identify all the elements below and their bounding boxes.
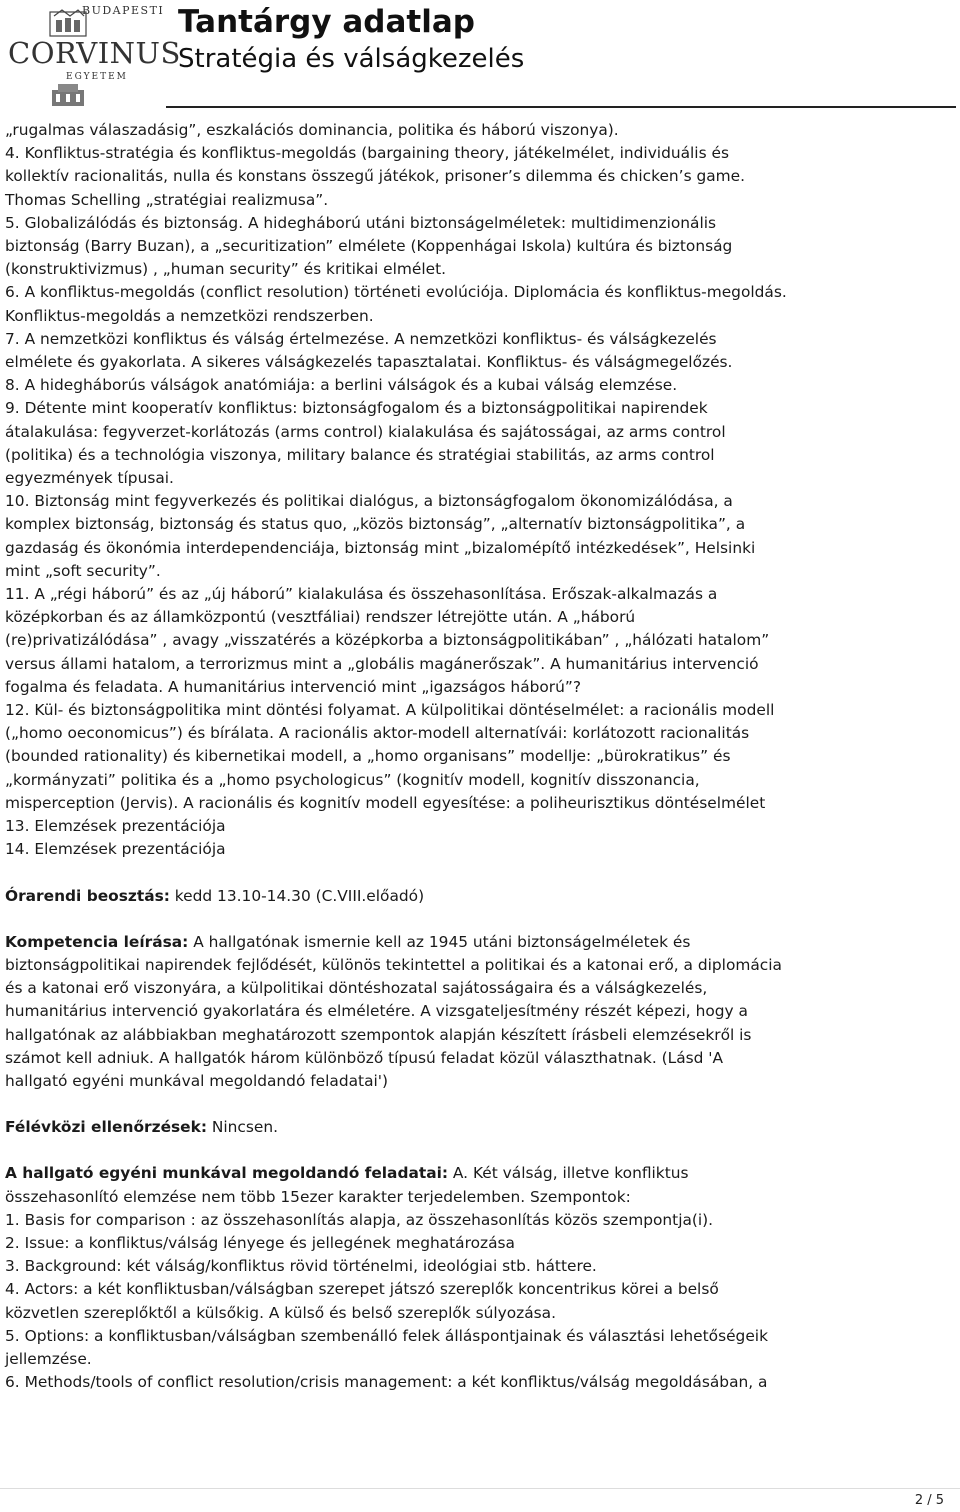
text-line: 10. Biztonság mint fegyverkezés és politikai dialógus, a biztonságfogalom ökonomizálódása, a [5,492,733,511]
text-line: biztonságpolitikai napirendek fejlődését, különös tekintettel a politikai és a katonai erő, a diplomácia [5,955,782,974]
text-line: középkorban és az államközpontú (vesztfáliai) rendszer létrejötte után. A „háború [5,608,636,627]
page-subtitle: Stratégia és válságkezelés [178,44,525,74]
text-line: humanitárius intervenció gyakorlatára és elméletére. A vizsgateljesítmény részét képezi, hogy a [5,1002,748,1021]
schedule-value: kedd 13.10-14.30 (C.VIII.előadó) [169,886,425,905]
text-line: 2. Issue: a konfliktus/válság lényege és jellegének meghatározása [5,1233,515,1252]
text-line: 6. Methods/tools of conflict resolution/crisis management: a két konfliktus/válság megoldásában, a [5,1373,768,1392]
text-line: (konstruktivizmus) , „human security” és kritikai elmélet. [5,260,446,279]
text-line: 3. Background: két válság/konfliktus rövid történelmi, ideológiai stb. háttere. [5,1257,597,1276]
text-line: összehasonlító elemzése nem több 15ezer karakter terjedelemben. Szempontok: [5,1187,631,1206]
competence-label: Kompetencia leírása: [5,932,189,951]
schedule-label: Órarendi beosztás: [5,886,170,905]
spacer [5,908,955,931]
footer-divider [0,1488,960,1489]
page-title: Tantárgy adatlap [178,4,475,40]
text-line: 6. A konfliktus-megoldás (conflict resolution) történeti evolúciója. Diplomácia és konfliktus-megoldás. [5,283,787,302]
text-line: (bounded rationality) és kibernetikai modell, a „homo organisans” modellje: „bürokratikus” és [5,747,731,766]
logo-city: BUDAPESTI [82,4,165,17]
spacer [5,1139,955,1162]
text-line: Konfliktus-megoldás a nemzetközi rendszerben. [5,306,374,325]
text-line: 7. A nemzetközi konfliktus és válság értelmezése. A nemzetközi konfliktus- és válságkezelés [5,329,717,348]
text-line: 13. Elemzések prezentációja [5,817,226,836]
page-number: 2 / 5 [914,1493,944,1508]
text-line: 8. A hidegháborús válságok anatómiája: a berlini válságok és a kubai válság elemzése. [5,376,678,395]
topic-list [5,119,955,862]
text-line: és a katonai erő viszonyára, a külpolitikai döntéshozatal sajátosságaira és a válságkezelés, [5,979,708,998]
text-line: (politika) és a technológia viszonya, military balance és stratégiai stabilitás, az arms control [5,445,715,464]
corvinus-logo [4,2,181,106]
page-header [0,0,960,110]
text-line: 12. Kül- és biztonságpolitika mint döntési folyamat. A külpolitikai döntéselmélet: a racionális modell [5,701,775,720]
text-line: kollektív racionalitás, nulla és konstans összegű játékok, prisoner’s dilemma és chicken’s game. [5,167,746,186]
midterm-value: Nincsen. [207,1118,279,1137]
text-line: hallgatónak az alábbiakban meghatározott szempontok alapján készített írásbeli elemzésekről is [5,1025,752,1044]
competence-text [5,954,955,1093]
text-line: hallgató egyéni munkával megoldandó feladatai') [5,1071,389,1090]
text-line: egyezmények típusai. [5,469,174,488]
text-line: komplex biztonság, biztonság és status quo, „közös biztonság”, „alternatív biztonságpolitika”, a [5,515,746,534]
text-line: 11. A „régi háború” és az „új háború” kialakulása és összehasonlítása. Erőszak-alkalmazás a [5,585,718,604]
logo-name: CORVINUS [8,36,181,70]
spacer [5,862,955,885]
text-line: gazdaság és ökonómia interdependenciája, biztonság mint „bizalomépítő intézkedések”, Helsinki [5,538,756,557]
text-line: mint „soft security”. [5,561,161,580]
text-line: „kormányzati” politika és a „homo psychologicus” (kognitív modell, kognitív disszonancia, [5,770,700,789]
text-line: elmélete és gyakorlata. A sikeres válságkezelés tapasztalatai. Konfliktus- és válságmegelőzés. [5,353,733,372]
text-line: misperception (Jervis). A racionális és kognitív modell egyesítése: a poliheurisztikus döntéselmélet [5,793,766,812]
tasks-first: A. Két válság, illetve konfliktus [448,1164,689,1183]
text-line: (re)privatizálódása” , avagy „visszatérés a középkorba a biztonságpolitikában” , „hálózati hatalom” [5,631,770,650]
tasks-label: A hallgató egyéni munkával megoldandó feladatai: [5,1164,449,1183]
competence-first-line [5,931,955,954]
tower-icon [46,82,90,106]
text-line: 1. Basis for comparison : az összehasonlítás alapja, az összehasonlítás közös szempontja(i). [5,1210,714,1229]
text-line: „rugalmas válaszadásig”, eszkalációs dominancia, politika és háború viszonya). [5,121,619,139]
logo-sub: EGYETEM [66,72,128,82]
text-line: 5. Options: a konfliktusban/válságban szembenálló felek álláspontjainak és választási lehetőségeik [5,1326,768,1345]
text-line: biztonság (Barry Buzan), a „securitization” elmélete (Koppenhágai Iskola) kultúra és biztonság [5,237,733,256]
schedule-paragraph [5,885,955,908]
text-line: fogalma és feladata. A humanitárius intervenció mint „igazságos háború”? [5,677,582,696]
spacer [5,1093,955,1116]
tasks-first-line [5,1162,955,1185]
text-line: átalakulása: fegyverzet-korlátozás (arms control) kialakulása és sajátosságai, az arms control [5,422,726,441]
text-line: számot kell adniuk. A hallgatók három különböző típusú feladat közül választhatnak. (Lásd 'A [5,1048,724,1067]
document-body [5,119,955,1394]
text-line: 4. Konfliktus-stratégia és konfliktus-megoldás (bargaining theory, játékelmélet, individuális és [5,144,729,163]
tasks-text [5,1186,955,1395]
text-line: versus állami hatalom, a terrorizmus mint a „globális magánerőszak”. A humanitárius intervenció [5,654,759,673]
text-line: 9. Détente mint kooperatív konfliktus: biztonságfogalom és a biztonságpolitikai napirendek [5,399,708,418]
midterm-label: Félévközi ellenőrzések: [5,1118,207,1137]
text-line: Thomas Schelling „stratégiai realizmusa”. [5,190,329,209]
text-line: közvetlen szereplőktől a külsőkig. A külső és belső szereplők súlyozása. [5,1303,557,1322]
text-line: 5. Globalizálódás és biztonság. A hidegháború utáni biztonságelméletek: multidimenzionális [5,213,717,232]
text-line: („homo oeconomicus”) és bírálata. A racionális aktor-modell alternatívái: korlátozott racionalitás [5,724,750,743]
header-divider [166,106,956,108]
text-line: jellemzése. [5,1349,92,1368]
competence-first: A hallgatónak ismernie kell az 1945 utáni biztonságelméletek és [188,932,691,951]
midterm-paragraph [5,1116,955,1139]
text-line: 14. Elemzések prezentációja [5,840,226,859]
text-line: 4. Actors: a két konfliktusban/válságban szerepet játszó szereplők koncentrikus körei a belső [5,1280,719,1299]
